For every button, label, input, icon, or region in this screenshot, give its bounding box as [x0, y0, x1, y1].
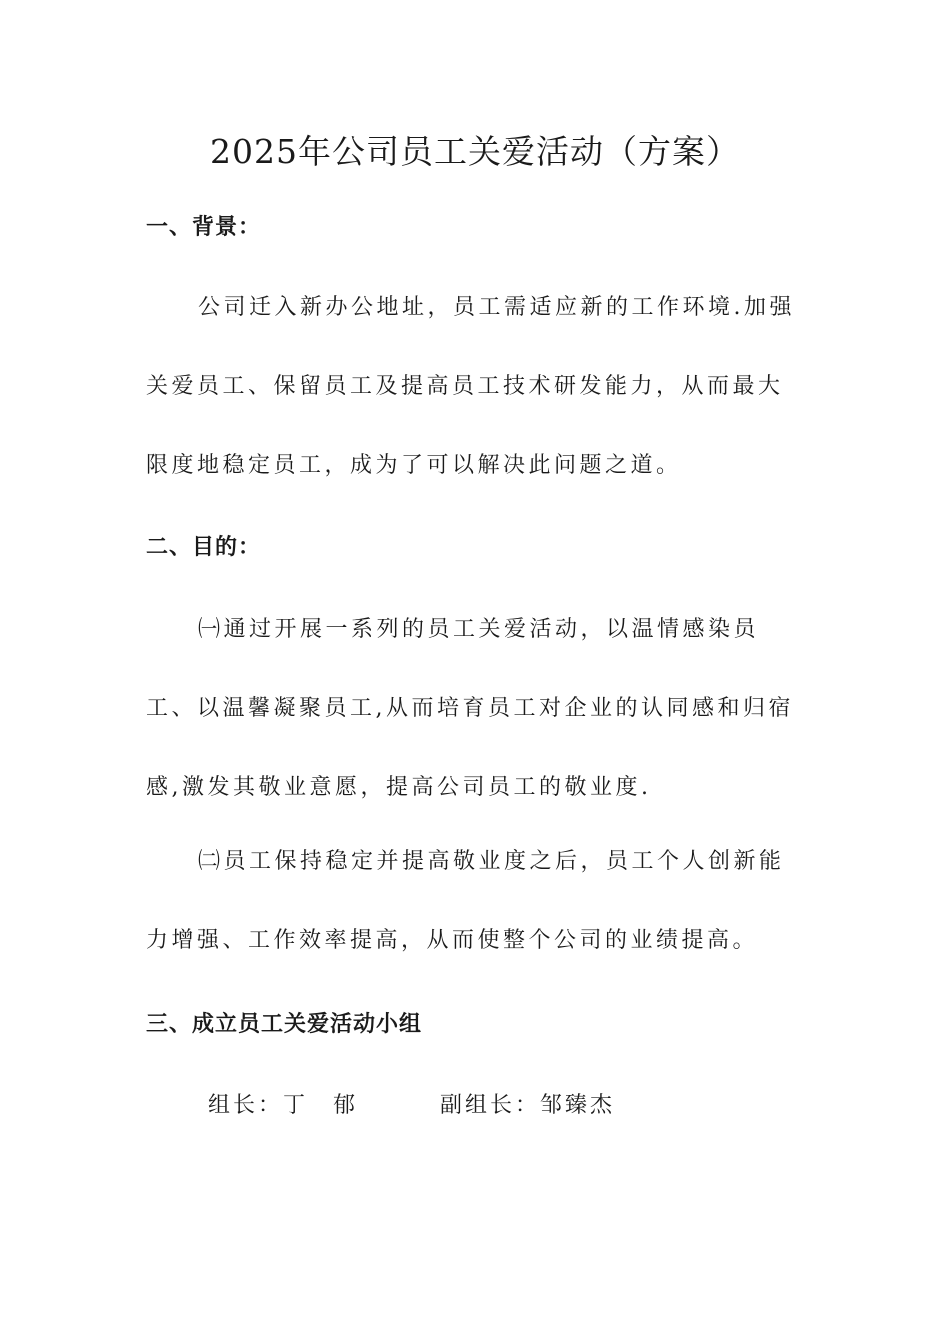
team-leader: 组长：丁 郁 [208, 1093, 359, 1118]
deputy-team-leader: 副组长：邹臻杰 [440, 1093, 616, 1118]
purpose-paragraph-1: ㈠通过开展一系列的员工关爱活动，以温情感染员工、以温馨凝聚员工,从而培育员工对企业的认同感和归宿感,激发其敬业意愿，提高公司员工的敬业度. [146, 617, 794, 800]
section-heading-team: 三、成立员工关爱活动小组 [146, 1012, 423, 1037]
team-leaders-line [208, 1088, 615, 1119]
section-heading-purpose: 二、目的： [146, 535, 262, 560]
background-paragraph: 公司迁入新办公地址，员工需适应新的工作环境.加强关爱员工、保留员工及提高员工技术研发能力，从而最大限度地稳定员工，成为了可以解决此问题之道。 [146, 295, 795, 478]
section-heading-background: 一、背景： [146, 215, 262, 240]
purpose-paragraph-2: ㈡员工保持稳定并提高敬业度之后，员工个人创新能力增强、工作效率提高，从而使整个公司的业绩提高。 [146, 849, 785, 953]
document-title: 2025年公司员工关爱活动（方案） [210, 132, 740, 171]
